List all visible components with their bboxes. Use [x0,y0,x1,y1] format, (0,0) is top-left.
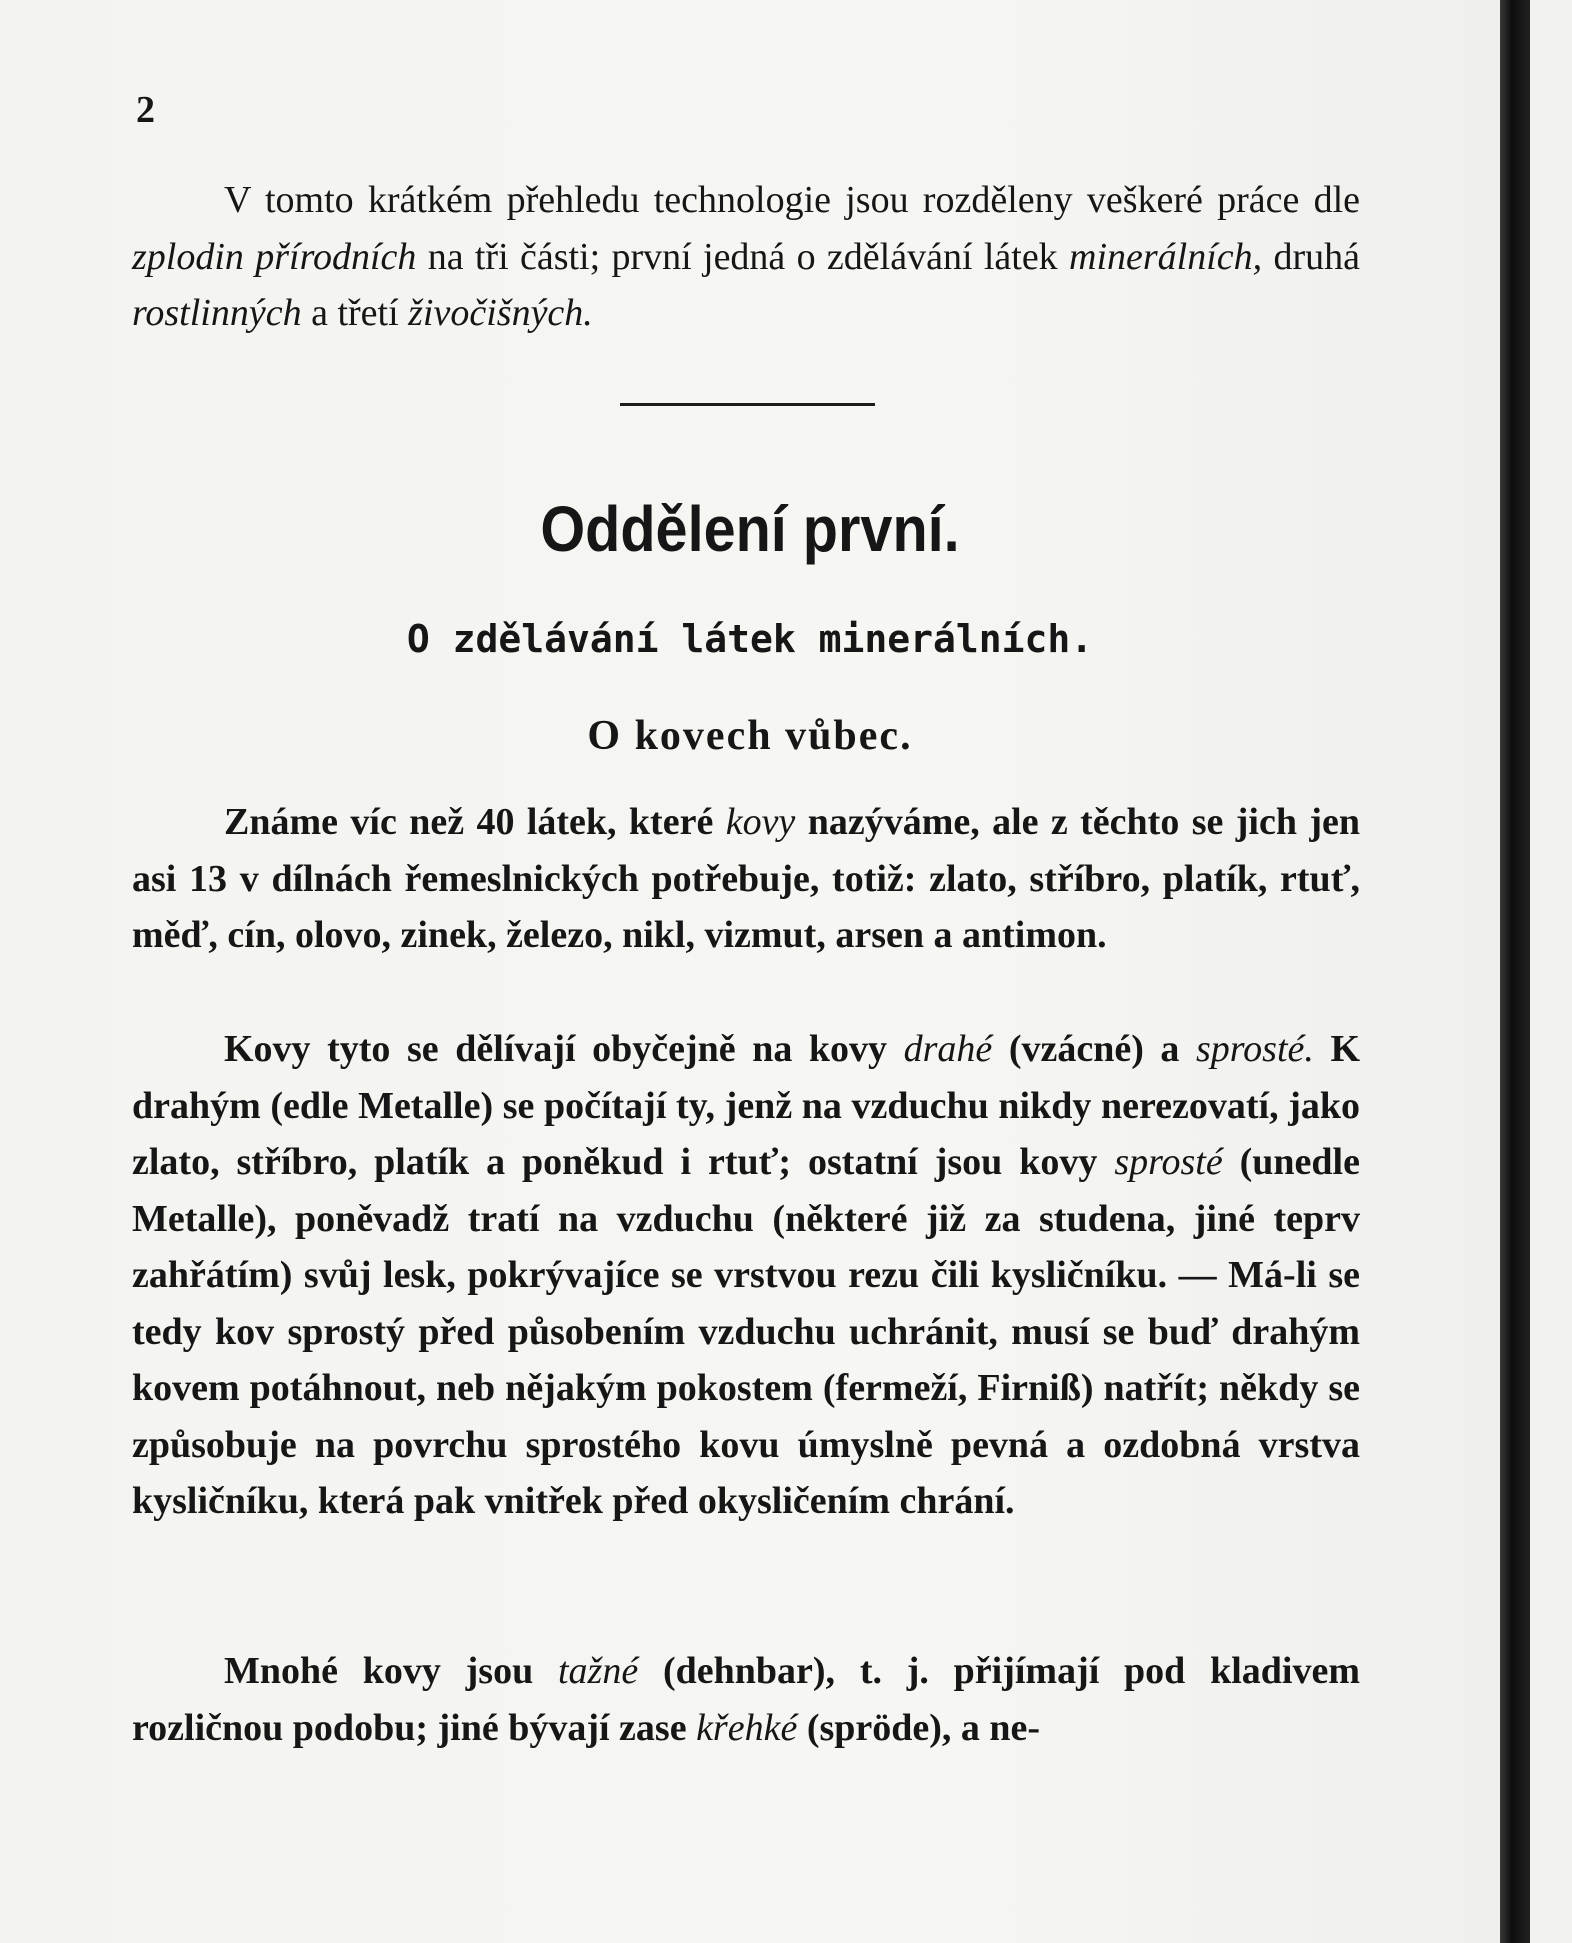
paragraph-ductile: Mnohé kovy jsou tažné (dehnbar), t. j. přijímají pod kladivem rozličnou podobu; jiné bývají zase křehké (spröde), a ne- [132,1650,1360,1749]
paragraph-noble-base: Kovy tyto se dělívají obyčejně na kovy drahé (vzácné) a sprosté. K drahým (edle Metalle) se počítají ty, jenž na vzduchu nikdy nerezovatí, jako zlato, stříbro, platík a poněkud i rtuť; ostatní jsou kovy sprosté (unedle Metalle), poněvadž tratí na vzduchu (některé již za studena, jiné teprv zahřátím) svůj lesk, pokrývajíce se vrstvou rezu čili kysličníku. — Má-li se tedy kov sprostý před působením vzduchu uchránit, musí se buď drahým kovem potáhnout, neb nějakým pokostem (fermeží, Firniß) natřít; někdy se způsobuje na povrchu sprostého kovu úmyslně pevná a ozdobná vrstva kysličníku, která pak vnitřek před okysličením chrání. [132,1028,1360,1522]
paragraph-metals-list: Známe víc než 40 látek, které kovy nazýváme, ale z těchto se jich jen asi 13 v dílnách řemeslnických potřebuje, totiž: zlato, stříbro, platík, rtuť, měď, cín, olovo, zinek, železo, nikl, vizmut, arsen a antimon. [132,801,1361,956]
book-spine [1500,0,1530,1943]
section-title: Oddělení první. [540,493,960,565]
divider-rule [620,403,875,406]
chapter-title: O kovech vůbec. [587,713,913,759]
section-subtitle: O zdělávání látek minerálních. [406,617,1094,661]
page-edge [1530,0,1572,1943]
intro-paragraph: V tomto krátkém přehledu technologie jsou rozděleny veškeré práce dle zplodin přírodních na tři části; první jedná o zdělávání látek minerálních, druhá rostlinných a třetí živočišných. [132,179,1360,334]
page-number: 2 [136,89,155,131]
